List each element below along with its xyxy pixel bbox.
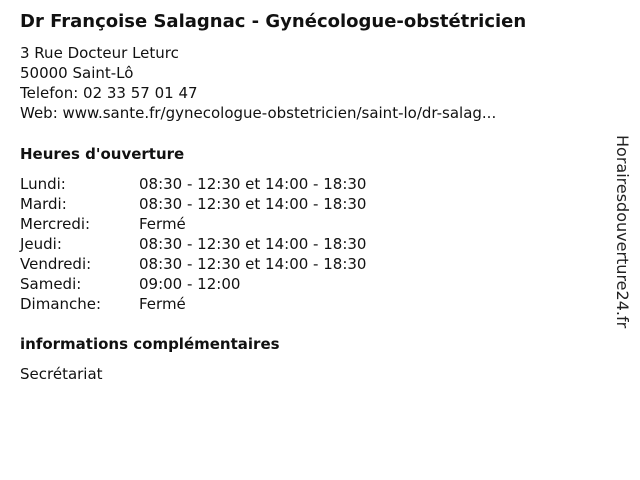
hours-time: Fermé (139, 215, 186, 233)
info-text: Secrétariat (20, 365, 103, 383)
hours-time: 08:30 - 12:30 et 14:00 - 18:30 (139, 235, 367, 253)
hours-row (20, 174, 600, 194)
hours-day: Samedi: (20, 275, 82, 293)
street-address: 3 Rue Docteur Leturc (20, 44, 179, 62)
hours-time: Fermé (139, 295, 186, 313)
hours-row (20, 214, 600, 234)
watermark-text: Horairesdouverture24.fr (613, 135, 632, 329)
page-title: Dr Françoise Salagnac - Gynécologue-obstétricien (20, 11, 527, 32)
phone-number: Telefon: 02 33 57 01 47 (20, 84, 198, 102)
city-address: 50000 Saint-Lô (20, 64, 134, 82)
hours-day: Vendredi: (20, 255, 92, 273)
hours-day: Mardi: (20, 195, 67, 213)
hours-day: Jeudi: (20, 235, 62, 253)
hours-row (20, 194, 600, 214)
hours-day: Mercredi: (20, 215, 91, 233)
hours-day: Dimanche: (20, 295, 102, 313)
website-link[interactable]: Web: www.sante.fr/gynecologue-obstetricien/saint-lo/dr-salag... (20, 104, 497, 122)
hours-row (20, 294, 600, 314)
address-block (20, 43, 600, 123)
hours-table (20, 174, 600, 314)
hours-row (20, 254, 600, 274)
hours-time: 09:00 - 12:00 (139, 275, 241, 293)
hours-row (20, 274, 600, 294)
hours-time: 08:30 - 12:30 et 14:00 - 18:30 (139, 255, 367, 273)
hours-time: 08:30 - 12:30 et 14:00 - 18:30 (139, 175, 367, 193)
hours-day: Lundi: (20, 175, 66, 193)
hours-time: 08:30 - 12:30 et 14:00 - 18:30 (139, 195, 367, 213)
hours-row (20, 234, 600, 254)
business-card (20, 10, 600, 384)
info-heading: informations complémentaires (20, 335, 280, 353)
hours-heading: Heures d'ouverture (20, 145, 185, 163)
